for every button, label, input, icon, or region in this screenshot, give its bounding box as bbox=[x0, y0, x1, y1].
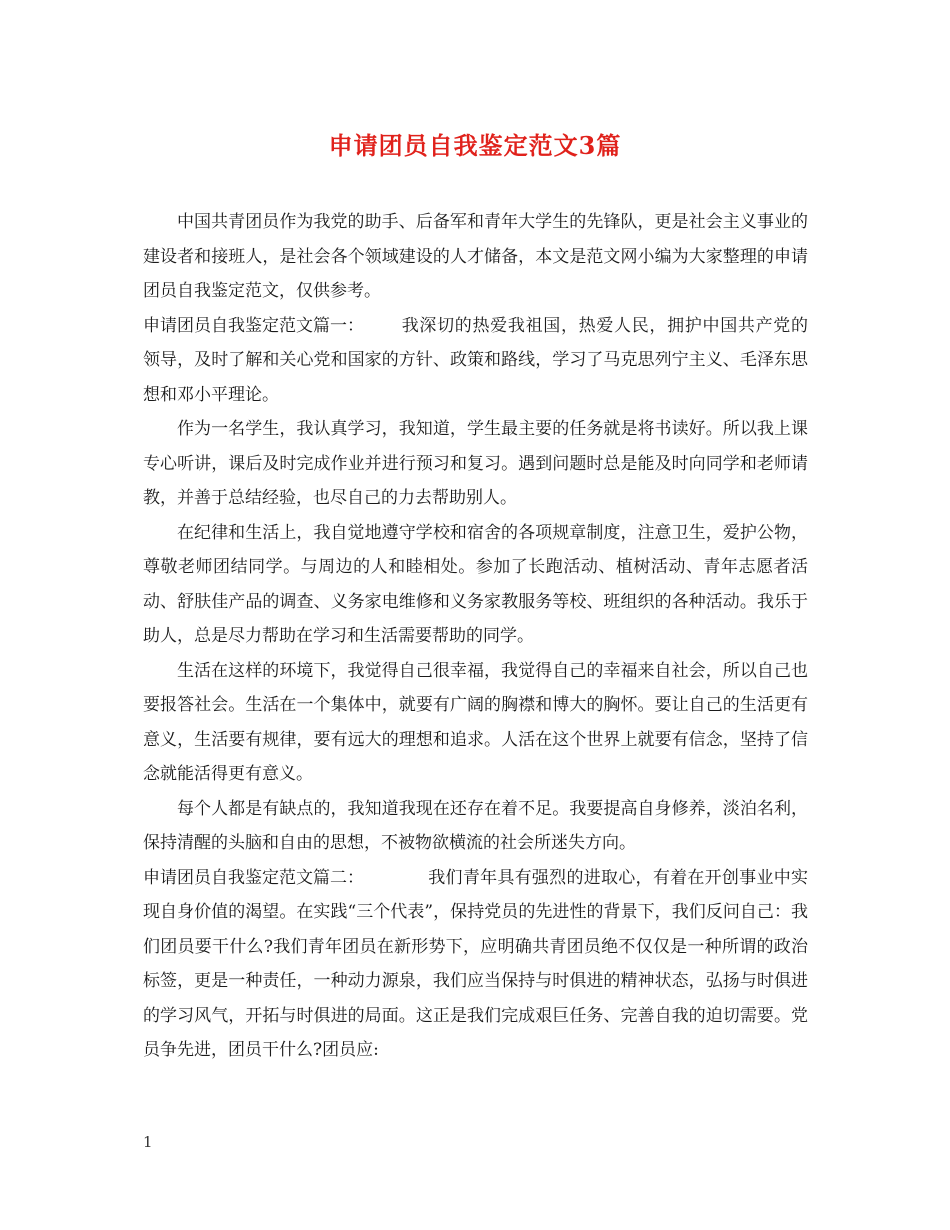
intro-paragraph: 中国共青团员作为我党的助手、后备军和青年大学生的先锋队，更是社会主义事业的建设者和接班人，是社会各个领域建设的人才储备，本文是范文网小编为大家整理的申请团员自我鉴定范文，仅供参考。 bbox=[143, 212, 808, 301]
section-1-paragraph-2: 作为一名学生，我认真学习，我知道，学生最主要的任务就是将书读好。所以我上课专心听讲，课后及时完成作业并进行预习和复习。遇到问题时总是能及时向同学和老师请教，并善于总结经验，也尽自己的力去帮助别人。 bbox=[143, 419, 808, 508]
page-number: 1 bbox=[143, 1133, 153, 1151]
section-1-first-paragraph bbox=[143, 309, 808, 413]
document-title: 申请团员自我鉴定范文3篇 bbox=[328, 131, 622, 160]
section-1-heading: 申请团员自我鉴定范文篇一： bbox=[143, 315, 364, 336]
section-1-paragraph-4: 生活在这样的环境下，我觉得自己很幸福，我觉得自己的幸福来自社会，所以自己也要报答社会。生活在一个集体中，就要有广阔的胸襟和博大的胸怀。要让自己的生活更有意义，生活要有规律，要有远大的理想和追求。人活在这个世界上就要有信念，坚持了信念就能活得更有意义。 bbox=[143, 660, 808, 784]
section-1-paragraph-5: 每个人都是有缺点的，我知道我现在还存在着不足。我要提高自身修养，淡泊名利，保持清醒的头脑和自由的思想，不被物欲横流的社会所迷失方向。 bbox=[143, 798, 808, 853]
document-body bbox=[143, 205, 808, 1068]
section-2-paragraph-1-text: 我们青年具有强烈的进取心，有着在开创事业中实现自身价值的渴望。在实践“三个代表”，保持党员的先进性的背景下，我们反问自己：我们团员要干什么?我们青年团员在新形势下，应明确共青团员绝不仅仅是一种所谓的政治标签，更是一种责任，一种动力源泉，我们应当保持与时俱进的精神状态，弘扬与时俱进的学习风气，开拓与时俱进的局面。这正是我们完成艰巨任务、完善自我的迫切需要。党员争先进，团员干什么?团员应: bbox=[143, 867, 808, 1060]
section-1-paragraph-3: 在纪律和生活上，我自觉地遵守学校和宿舍的各项规章制度，注意卫生，爱护公物，尊敬老师团结同学。与周边的人和睦相处。参加了长跑活动、植树活动、青年志愿者活动、舒肤佳产品的调查、义务家电维修和义务家教服务等校、班组织的各种活动。我乐于助人，总是尽力帮助在学习和生活需要帮助的同学。 bbox=[143, 522, 808, 646]
section-2-first-paragraph bbox=[143, 861, 808, 1068]
section-1-paragraph-1-text: 我深切的热爱我祖国，热爱人民，拥护中国共产党的领导，及时了解和关心党和国家的方针、政策和路线，学习了马克思列宁主义、毛泽东思想和邓小平理论。 bbox=[143, 315, 808, 405]
section-2-heading: 申请团员自我鉴定范文篇二： bbox=[143, 867, 364, 888]
